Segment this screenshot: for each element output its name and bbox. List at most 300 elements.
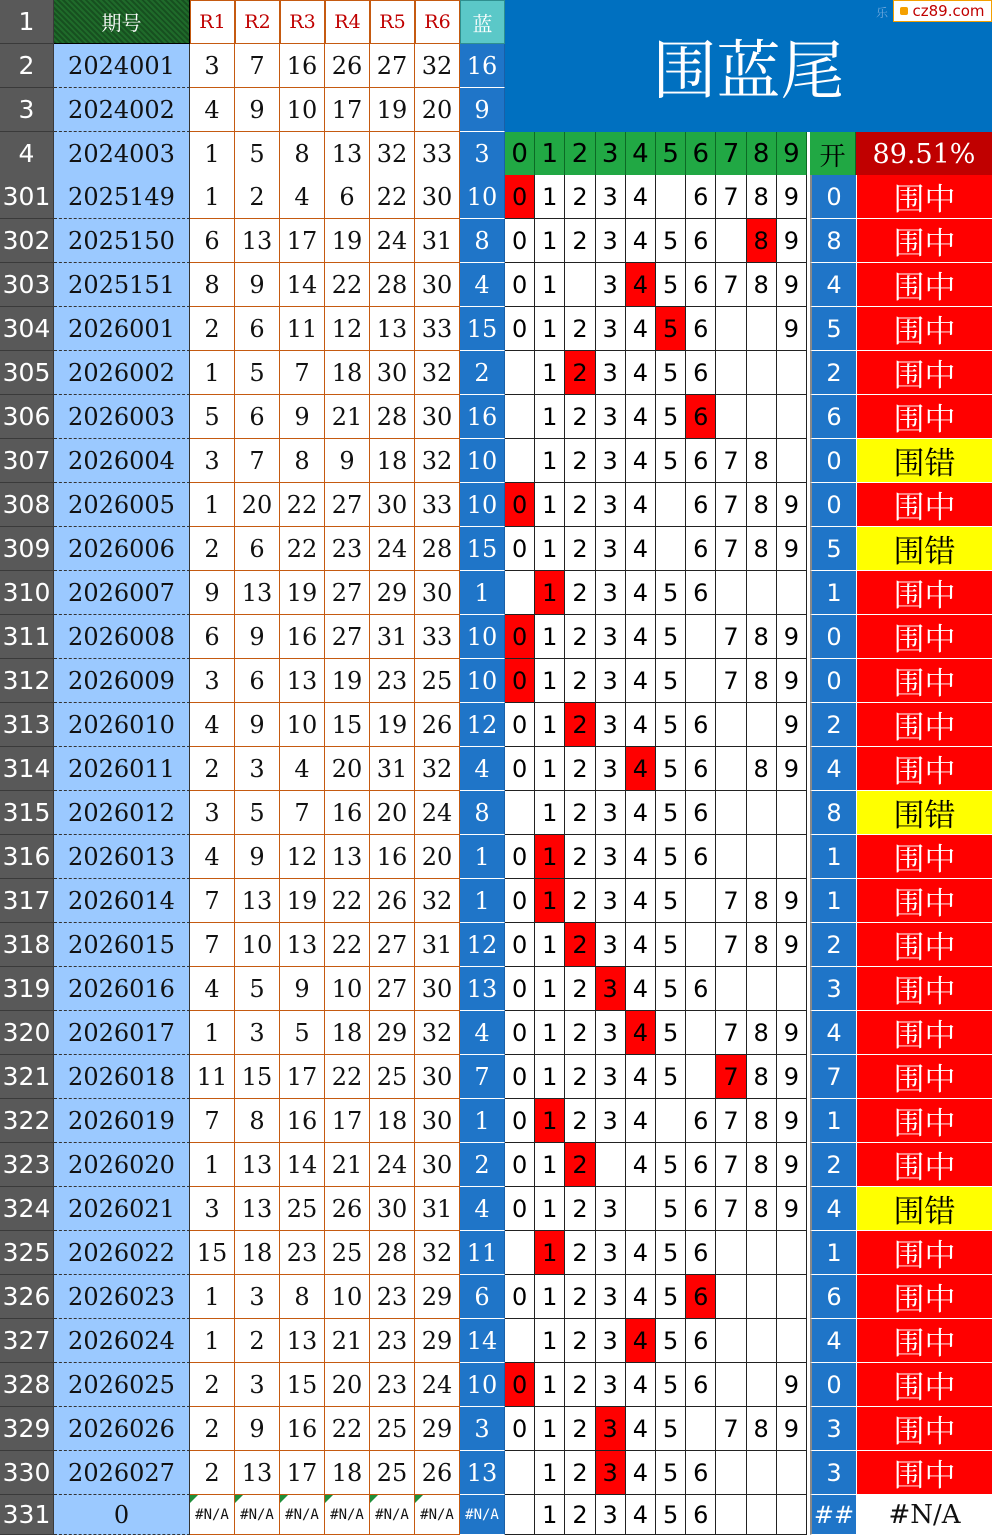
red-ball-cell[interactable]: 2 [190,527,235,571]
row-number[interactable]: 331 [0,1495,54,1535]
candidate-digit-cell[interactable]: 2 [565,1099,595,1143]
candidate-digit-cell[interactable]: 4 [626,1143,656,1187]
candidate-digit-cell[interactable]: 9 [777,263,807,307]
candidate-digit-cell[interactable]: 3 [596,219,626,263]
red-ball-cell[interactable]: 23 [370,659,415,703]
red-ball-cell[interactable]: 9 [235,1407,280,1451]
blue-ball-cell[interactable]: 16 [460,44,505,88]
candidate-digit-cell[interactable]: 2 [565,571,595,615]
red-ball-cell[interactable]: 1 [190,175,235,219]
red-ball-cell[interactable]: 18 [235,1231,280,1275]
candidate-digit-cell[interactable]: 9 [777,703,807,747]
blue-ball-cell[interactable]: 8 [460,219,505,263]
red-ball-cell[interactable]: 6 [190,219,235,263]
candidate-digit-cell[interactable]: 1 [535,219,565,263]
candidate-digit-cell[interactable] [716,1363,746,1407]
candidate-digit-cell[interactable]: 6 [686,1231,716,1275]
candidate-digit-cell[interactable]: 6 [686,263,716,307]
red-ball-cell[interactable]: 5 [190,395,235,439]
digit-header[interactable]: 0 [505,132,535,176]
blue-tail-cell[interactable]: 4 [810,1011,856,1055]
blue-ball-cell[interactable]: 11 [460,1231,505,1275]
result-cell[interactable]: 围中 [856,263,992,307]
blue-tail-cell[interactable]: 2 [810,703,856,747]
candidate-digit-cell[interactable]: 3 [596,1451,626,1495]
red-ball-cell[interactable]: 18 [325,351,370,395]
red-ball-cell[interactable]: 4 [190,703,235,747]
row-number[interactable]: 309 [0,527,54,571]
red-ball-cell[interactable]: 32 [370,132,415,176]
blue-ball-cell[interactable]: 2 [460,1143,505,1187]
candidate-digit-cell[interactable]: 4 [626,835,656,879]
blue-tail-cell[interactable]: 0 [810,659,856,703]
red-ball-cell[interactable]: 22 [325,1407,370,1451]
red-ball-cell[interactable]: 25 [280,1187,325,1231]
candidate-digit-cell[interactable]: 0 [505,1187,535,1231]
candidate-digit-cell[interactable]: 7 [716,1187,746,1231]
candidate-digit-cell[interactable]: 3 [596,1187,626,1231]
red-ball-cell[interactable]: 30 [415,175,460,219]
candidate-digit-cell[interactable]: 4 [626,263,656,307]
red-ball-cell[interactable]: 32 [415,1231,460,1275]
row-number[interactable]: 308 [0,483,54,527]
red-ball-cell[interactable]: 9 [325,439,370,483]
blue-ball-cell[interactable]: 16 [460,395,505,439]
candidate-digit-cell[interactable]: 1 [535,351,565,395]
result-cell[interactable]: 围中 [856,571,992,615]
blue-ball-cell[interactable]: 7 [460,1055,505,1099]
blue-tail-cell[interactable]: 3 [810,1451,856,1495]
blue-tail-cell[interactable]: 0 [810,439,856,483]
result-cell[interactable]: 围中 [856,1011,992,1055]
candidate-digit-cell[interactable]: 7 [716,1055,746,1099]
red-ball-cell[interactable]: 3 [190,659,235,703]
candidate-digit-cell[interactable]: 5 [656,1011,686,1055]
candidate-digit-cell[interactable] [716,967,746,1011]
red-ball-cell[interactable]: 30 [415,1055,460,1099]
blue-header[interactable]: 蓝 [460,0,505,44]
blue-ball-cell[interactable]: 15 [460,527,505,571]
candidate-digit-cell[interactable]: 4 [626,703,656,747]
candidate-digit-cell[interactable] [747,1451,777,1495]
red-ball-cell[interactable]: 26 [415,1451,460,1495]
red-ball-cell[interactable]: 15 [280,1363,325,1407]
candidate-digit-cell[interactable] [777,835,807,879]
red-ball-cell[interactable]: 22 [325,263,370,307]
red-ball-cell[interactable]: 14 [280,1143,325,1187]
candidate-digit-cell[interactable] [747,1275,777,1319]
candidate-digit-cell[interactable] [747,967,777,1011]
candidate-digit-cell[interactable] [716,307,746,351]
candidate-digit-cell[interactable]: 1 [535,835,565,879]
candidate-digit-cell[interactable]: 7 [716,263,746,307]
result-cell[interactable]: 围中 [856,351,992,395]
blue-ball-cell[interactable]: 10 [460,615,505,659]
red-ball-cell[interactable]: 6 [235,527,280,571]
candidate-digit-cell[interactable]: 6 [686,1319,716,1363]
candidate-digit-cell[interactable]: 8 [747,659,777,703]
candidate-digit-cell[interactable]: 2 [565,1363,595,1407]
candidate-digit-cell[interactable]: 8 [747,219,777,263]
blue-tail-cell[interactable]: 6 [810,395,856,439]
candidate-digit-cell[interactable]: 0 [505,1055,535,1099]
red-ball-cell[interactable]: 13 [325,132,370,176]
red-ball-cell[interactable]: 26 [415,703,460,747]
red-ball-cell[interactable]: 13 [280,923,325,967]
candidate-digit-cell[interactable]: 2 [565,1143,595,1187]
digit-header[interactable]: 6 [686,132,716,176]
candidate-digit-cell[interactable] [777,1319,807,1363]
candidate-digit-cell[interactable]: 1 [535,439,565,483]
candidate-digit-cell[interactable]: 9 [777,175,807,219]
result-cell[interactable]: 围中 [856,307,992,351]
red-ball-cell[interactable]: 13 [235,879,280,923]
red-ball-cell[interactable]: 22 [325,1055,370,1099]
candidate-digit-cell[interactable]: 0 [505,1407,535,1451]
issue-cell[interactable]: 2026013 [54,835,190,879]
candidate-digit-cell[interactable]: 8 [747,879,777,923]
red-ball-cell[interactable]: 10 [235,923,280,967]
candidate-digit-cell[interactable] [777,1231,807,1275]
red-ball-cell[interactable]: 30 [415,1143,460,1187]
row-number[interactable]: 330 [0,1451,54,1495]
row-number[interactable]: 305 [0,351,54,395]
red-ball-cell[interactable]: 25 [370,1451,415,1495]
red-ball-cell[interactable]: 30 [415,571,460,615]
red-ball-cell[interactable]: 30 [415,1099,460,1143]
row-number[interactable]: 303 [0,263,54,307]
red-ball-cell[interactable]: 32 [415,879,460,923]
result-cell[interactable]: 围中 [856,219,992,263]
candidate-digit-cell[interactable]: 9 [777,1407,807,1451]
red-ball-cell[interactable]: 13 [280,1319,325,1363]
issue-cell[interactable]: 2024002 [54,88,190,132]
blue-ball-cell[interactable]: 12 [460,923,505,967]
red-ball-cell[interactable]: #N/A [325,1495,370,1535]
candidate-digit-cell[interactable]: 1 [535,483,565,527]
candidate-digit-cell[interactable]: 7 [716,1143,746,1187]
candidate-digit-cell[interactable]: 3 [596,439,626,483]
digit-header[interactable]: 4 [626,132,656,176]
candidate-digit-cell[interactable]: 0 [505,1011,535,1055]
candidate-digit-cell[interactable]: 5 [656,219,686,263]
result-cell[interactable]: 围中 [856,175,992,219]
red-ball-cell[interactable]: 21 [325,395,370,439]
row-number[interactable]: 315 [0,791,54,835]
blue-ball-cell[interactable]: 15 [460,307,505,351]
candidate-digit-cell[interactable] [716,351,746,395]
candidate-digit-cell[interactable]: 1 [535,1187,565,1231]
red-ball-cell[interactable]: 13 [235,1143,280,1187]
red-ball-cell[interactable]: 24 [370,1143,415,1187]
candidate-digit-cell[interactable]: 3 [596,659,626,703]
red-ball-cell[interactable]: 20 [235,483,280,527]
blue-ball-cell[interactable]: 13 [460,1451,505,1495]
blue-tail-cell[interactable]: 2 [810,351,856,395]
candidate-digit-cell[interactable]: 3 [596,263,626,307]
candidate-digit-cell[interactable]: 5 [656,1055,686,1099]
candidate-digit-cell[interactable]: 4 [626,1407,656,1451]
candidate-digit-cell[interactable]: 5 [656,1363,686,1407]
candidate-digit-cell[interactable]: 2 [565,1187,595,1231]
issue-cell[interactable]: 0 [54,1495,190,1535]
blue-ball-cell[interactable]: #N/A [460,1495,505,1535]
red-ball-cell[interactable]: 19 [325,659,370,703]
red-ball-cell[interactable]: 27 [370,923,415,967]
issue-cell[interactable]: 2026017 [54,1011,190,1055]
candidate-digit-cell[interactable]: 3 [596,1407,626,1451]
candidate-digit-cell[interactable]: 4 [626,879,656,923]
candidate-digit-cell[interactable]: 1 [535,1495,565,1535]
red-ball-cell[interactable]: 7 [235,439,280,483]
candidate-digit-cell[interactable] [505,1451,535,1495]
candidate-digit-cell[interactable]: 0 [505,1143,535,1187]
blue-tail-cell[interactable]: 0 [810,483,856,527]
result-cell[interactable]: 围中 [856,1275,992,1319]
candidate-digit-cell[interactable]: 1 [535,1319,565,1363]
red-ball-cell[interactable]: 10 [280,703,325,747]
red-ball-cell[interactable]: 3 [190,791,235,835]
candidate-digit-cell[interactable]: 6 [686,527,716,571]
red-ball-cell[interactable]: 3 [235,1011,280,1055]
blue-ball-cell[interactable]: 4 [460,1011,505,1055]
issue-cell[interactable]: 2026007 [54,571,190,615]
blue-ball-cell[interactable]: 1 [460,571,505,615]
candidate-digit-cell[interactable] [505,351,535,395]
candidate-digit-cell[interactable] [777,439,807,483]
candidate-digit-cell[interactable]: 1 [535,747,565,791]
red-ball-cell[interactable]: 12 [325,307,370,351]
red-ball-cell[interactable]: 18 [325,1011,370,1055]
candidate-digit-cell[interactable]: 7 [716,483,746,527]
candidate-digit-cell[interactable] [747,703,777,747]
blue-tail-cell[interactable]: 2 [810,1143,856,1187]
red-ball-cell[interactable]: 3 [190,1187,235,1231]
candidate-digit-cell[interactable]: 5 [656,1407,686,1451]
candidate-digit-cell[interactable]: 8 [747,1143,777,1187]
red-ball-cell[interactable]: 22 [325,879,370,923]
issue-cell[interactable]: 2026023 [54,1275,190,1319]
blue-tail-cell[interactable]: 7 [810,1055,856,1099]
red-ball-cell[interactable]: 16 [280,44,325,88]
candidate-digit-cell[interactable]: 3 [596,791,626,835]
candidate-digit-cell[interactable] [747,835,777,879]
issue-cell[interactable]: 2026002 [54,351,190,395]
candidate-digit-cell[interactable]: 9 [777,659,807,703]
candidate-digit-cell[interactable]: 3 [596,395,626,439]
red-ball-cell[interactable]: 19 [280,571,325,615]
candidate-digit-cell[interactable]: 9 [777,1099,807,1143]
candidate-digit-cell[interactable] [656,175,686,219]
row-number[interactable]: 326 [0,1275,54,1319]
candidate-digit-cell[interactable]: 1 [535,395,565,439]
blue-ball-cell[interactable]: 9 [460,88,505,132]
blue-tail-cell[interactable]: 0 [810,175,856,219]
site-logo[interactable] [893,0,992,22]
red-ball-cell[interactable]: 4 [190,835,235,879]
candidate-digit-cell[interactable]: 3 [596,967,626,1011]
red-ball-cell[interactable]: 27 [370,967,415,1011]
candidate-digit-cell[interactable] [626,1187,656,1231]
candidate-digit-cell[interactable]: 2 [565,923,595,967]
candidate-digit-cell[interactable]: 6 [686,1451,716,1495]
candidate-digit-cell[interactable]: 2 [565,1451,595,1495]
red-ball-cell[interactable]: 23 [370,1319,415,1363]
row-number[interactable]: 307 [0,439,54,483]
red-ball-cell[interactable]: 4 [190,967,235,1011]
result-cell[interactable]: 围中 [856,703,992,747]
red-ball-cell[interactable]: 10 [325,967,370,1011]
red-ball-cell[interactable]: 24 [370,219,415,263]
issue-cell[interactable]: 2026009 [54,659,190,703]
blue-tail-cell[interactable]: 0 [810,1363,856,1407]
red-ball-cell[interactable]: 30 [415,395,460,439]
blue-ball-cell[interactable]: 1 [460,835,505,879]
candidate-digit-cell[interactable]: 4 [626,1495,656,1535]
candidate-digit-cell[interactable]: 9 [777,747,807,791]
candidate-digit-cell[interactable]: 9 [777,1363,807,1407]
candidate-digit-cell[interactable]: 4 [626,615,656,659]
candidate-digit-cell[interactable]: 9 [777,219,807,263]
candidate-digit-cell[interactable]: 3 [596,1495,626,1535]
candidate-digit-cell[interactable]: 0 [505,1275,535,1319]
red-ball-cell[interactable]: 28 [370,395,415,439]
blue-tail-cell[interactable]: 5 [810,307,856,351]
red-ball-cell[interactable]: 6 [235,659,280,703]
candidate-digit-cell[interactable]: 6 [686,1275,716,1319]
blue-tail-cell[interactable]: 3 [810,967,856,1011]
candidate-digit-cell[interactable] [747,1231,777,1275]
red-ball-cell[interactable]: 14 [280,263,325,307]
red-ball-cell[interactable]: 1 [190,351,235,395]
candidate-digit-cell[interactable]: 2 [565,747,595,791]
candidate-digit-cell[interactable]: 6 [686,483,716,527]
issue-cell[interactable]: 2026005 [54,483,190,527]
issue-cell[interactable]: 2026010 [54,703,190,747]
candidate-digit-cell[interactable]: 4 [626,1099,656,1143]
row-number[interactable]: 2 [0,44,54,88]
candidate-digit-cell[interactable] [716,219,746,263]
candidate-digit-cell[interactable]: 3 [596,1363,626,1407]
red-ball-cell[interactable]: 7 [280,351,325,395]
candidate-digit-cell[interactable] [656,1099,686,1143]
candidate-digit-cell[interactable]: 7 [716,439,746,483]
result-cell[interactable]: 围中 [856,923,992,967]
red-ball-cell[interactable]: #N/A [235,1495,280,1535]
candidate-digit-cell[interactable]: 5 [656,263,686,307]
candidate-digit-cell[interactable]: 3 [596,571,626,615]
candidate-digit-cell[interactable]: 4 [626,791,656,835]
candidate-digit-cell[interactable]: 3 [596,1055,626,1099]
candidate-digit-cell[interactable]: 4 [626,219,656,263]
candidate-digit-cell[interactable]: 0 [505,1099,535,1143]
candidate-digit-cell[interactable]: 3 [596,175,626,219]
result-cell[interactable]: 围中 [856,1319,992,1363]
tail-header[interactable]: 开 [810,132,856,176]
red-ball-cell[interactable]: 7 [235,44,280,88]
issue-cell[interactable]: 2026001 [54,307,190,351]
red-header[interactable]: R5 [370,0,415,44]
issue-cell[interactable]: 2024003 [54,132,190,176]
row-number[interactable]: 324 [0,1187,54,1231]
row-number[interactable]: 4 [0,132,54,176]
hit-rate[interactable]: 89.51% [856,132,992,176]
candidate-digit-cell[interactable]: 7 [716,1099,746,1143]
red-ball-cell[interactable]: 10 [325,1275,370,1319]
row-number[interactable]: 317 [0,879,54,923]
red-ball-cell[interactable]: 20 [370,791,415,835]
candidate-digit-cell[interactable]: 3 [596,1319,626,1363]
red-ball-cell[interactable]: 27 [325,615,370,659]
candidate-digit-cell[interactable]: 8 [747,747,777,791]
red-ball-cell[interactable]: 11 [190,1055,235,1099]
red-ball-cell[interactable]: 28 [370,263,415,307]
red-ball-cell[interactable]: 9 [280,395,325,439]
blue-tail-cell[interactable]: 5 [810,527,856,571]
candidate-digit-cell[interactable]: 1 [535,703,565,747]
red-ball-cell[interactable]: 7 [280,791,325,835]
red-ball-cell[interactable]: 3 [190,44,235,88]
red-ball-cell[interactable]: 17 [325,1099,370,1143]
red-ball-cell[interactable]: 3 [235,1275,280,1319]
issue-cell[interactable]: 2026027 [54,1451,190,1495]
candidate-digit-cell[interactable]: 5 [656,791,686,835]
red-ball-cell[interactable]: 13 [235,1187,280,1231]
candidate-digit-cell[interactable]: 3 [596,835,626,879]
red-ball-cell[interactable]: 2 [190,1451,235,1495]
candidate-digit-cell[interactable]: 9 [777,923,807,967]
candidate-digit-cell[interactable]: 5 [656,1275,686,1319]
candidate-digit-cell[interactable]: 0 [505,263,535,307]
candidate-digit-cell[interactable]: 5 [656,659,686,703]
red-ball-cell[interactable]: 12 [280,835,325,879]
candidate-digit-cell[interactable] [686,659,716,703]
candidate-digit-cell[interactable]: 9 [777,1055,807,1099]
candidate-digit-cell[interactable]: 7 [716,1011,746,1055]
candidate-digit-cell[interactable]: 4 [626,1275,656,1319]
red-ball-cell[interactable]: 3 [235,1363,280,1407]
candidate-digit-cell[interactable]: 4 [626,571,656,615]
red-ball-cell[interactable]: 24 [415,791,460,835]
candidate-digit-cell[interactable] [747,571,777,615]
red-ball-cell[interactable]: 6 [235,307,280,351]
candidate-digit-cell[interactable]: 8 [747,263,777,307]
red-ball-cell[interactable]: 23 [325,527,370,571]
candidate-digit-cell[interactable]: 2 [565,175,595,219]
blue-ball-cell[interactable]: 14 [460,1319,505,1363]
candidate-digit-cell[interactable]: 3 [596,615,626,659]
red-ball-cell[interactable]: 1 [190,483,235,527]
candidate-digit-cell[interactable]: 5 [656,307,686,351]
candidate-digit-cell[interactable] [716,1451,746,1495]
red-ball-cell[interactable]: 15 [325,703,370,747]
candidate-digit-cell[interactable]: 5 [656,571,686,615]
red-ball-cell[interactable]: 8 [280,1275,325,1319]
candidate-digit-cell[interactable]: 5 [656,1319,686,1363]
candidate-digit-cell[interactable]: 5 [656,351,686,395]
candidate-digit-cell[interactable]: 6 [686,175,716,219]
candidate-digit-cell[interactable]: 6 [686,439,716,483]
candidate-digit-cell[interactable]: 4 [626,527,656,571]
blue-tail-cell[interactable]: 8 [810,219,856,263]
candidate-digit-cell[interactable]: 0 [505,175,535,219]
red-ball-cell[interactable]: 9 [235,703,280,747]
issue-cell[interactable]: 2026026 [54,1407,190,1451]
candidate-digit-cell[interactable]: 6 [686,307,716,351]
blue-tail-cell[interactable]: 1 [810,879,856,923]
red-ball-cell[interactable]: #N/A [415,1495,460,1535]
red-ball-cell[interactable]: 5 [235,132,280,176]
